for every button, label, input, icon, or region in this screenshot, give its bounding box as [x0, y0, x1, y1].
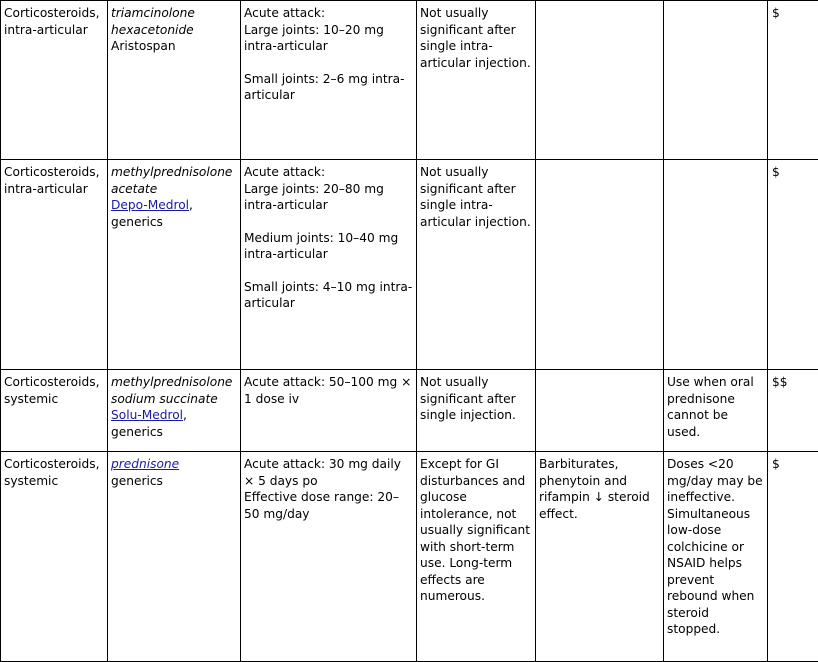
- adverse-effects-cell: Not usually significant after single intra-articular injection.: [417, 1, 536, 160]
- dosage-line: Effective dose range: 20–50 mg/day: [244, 490, 399, 521]
- drug-name-cell: [108, 370, 241, 452]
- brand-link[interactable]: Depo-Medrol: [111, 198, 189, 212]
- generic-link[interactable]: prednisone: [111, 457, 179, 471]
- cost-cell: $$: [768, 370, 818, 452]
- dosage-cell: [241, 370, 417, 452]
- drug-name-cell: [108, 160, 241, 370]
- dosage-line: Acute attack: 50–100 mg × 1 dose iv: [244, 375, 411, 406]
- cost-cell: $: [768, 1, 818, 160]
- generic-name: triamcinolone hexacetonide: [111, 6, 195, 37]
- generic-name: methylprednisolone acetate: [111, 165, 232, 196]
- drug-name-cell: [108, 1, 241, 160]
- brand-suffix: generics: [111, 474, 163, 488]
- drug-class-cell: Corticosteroids, intra-articular: [1, 1, 108, 160]
- cost-cell: $: [768, 452, 818, 662]
- dosage-line: Acute attack: 30 mg daily × 5 days po: [244, 457, 401, 488]
- dosage-line: Large joints: 20–80 mg intra-articular: [244, 182, 384, 213]
- dosage-line: Medium joints: 10–40 mg intra-articular: [244, 231, 398, 262]
- brand-suffix: , generics: [111, 198, 193, 229]
- table-row: [1, 160, 818, 370]
- drug-name-cell: [108, 452, 241, 662]
- drug-class-cell: Corticosteroids, systemic: [1, 370, 108, 452]
- dosage-line: Small joints: 4–10 mg intra-articular: [244, 280, 412, 311]
- table-row: [1, 1, 818, 160]
- interactions-cell: [536, 160, 664, 370]
- dosage-line: Small joints: 2–6 mg intra-articular: [244, 72, 405, 103]
- dosage-cell: [241, 160, 417, 370]
- drug-class-cell: Corticosteroids, systemic: [1, 452, 108, 662]
- adverse-effects-cell: Not usually significant after single injection.: [417, 370, 536, 452]
- interactions-cell: [536, 1, 664, 160]
- table-row: [1, 452, 818, 662]
- comments-cell: Use when oral prednisone cannot be used.: [664, 370, 768, 452]
- brand-suffix: , generics: [111, 408, 187, 439]
- dosage-cell: [241, 1, 417, 160]
- comments-cell: [664, 160, 768, 370]
- interactions-cell: [536, 370, 664, 452]
- dosage-line: Acute attack:: [244, 165, 325, 179]
- comments-cell: [664, 1, 768, 160]
- interactions-cell: Barbiturates, phenytoin and rifampin ↓ steroid effect.: [536, 452, 664, 662]
- drug-class-cell: Corticosteroids, intra-articular: [1, 160, 108, 370]
- brand-name: Aristospan: [111, 39, 176, 53]
- dosage-cell: [241, 452, 417, 662]
- adverse-effects-cell: Not usually significant after single intra-articular injection.: [417, 160, 536, 370]
- dosage-line: Acute attack:: [244, 6, 325, 20]
- cost-cell: $: [768, 160, 818, 370]
- dosage-line: Large joints: 10–20 mg intra-articular: [244, 23, 384, 54]
- generic-name: methylprednisolone sodium succinate: [111, 375, 232, 406]
- adverse-effects-cell: Except for GI disturbances and glucose intolerance, not usually significant with short-term use. Long-term effects are numerous.: [417, 452, 536, 662]
- table-row: [1, 370, 818, 452]
- brand-link[interactable]: Solu-Medrol: [111, 408, 183, 422]
- comments-cell: Doses <20 mg/day may be ineffective. Simultaneous low-dose colchicine or NSAID helps prevent rebound when steroid stopped.: [664, 452, 768, 662]
